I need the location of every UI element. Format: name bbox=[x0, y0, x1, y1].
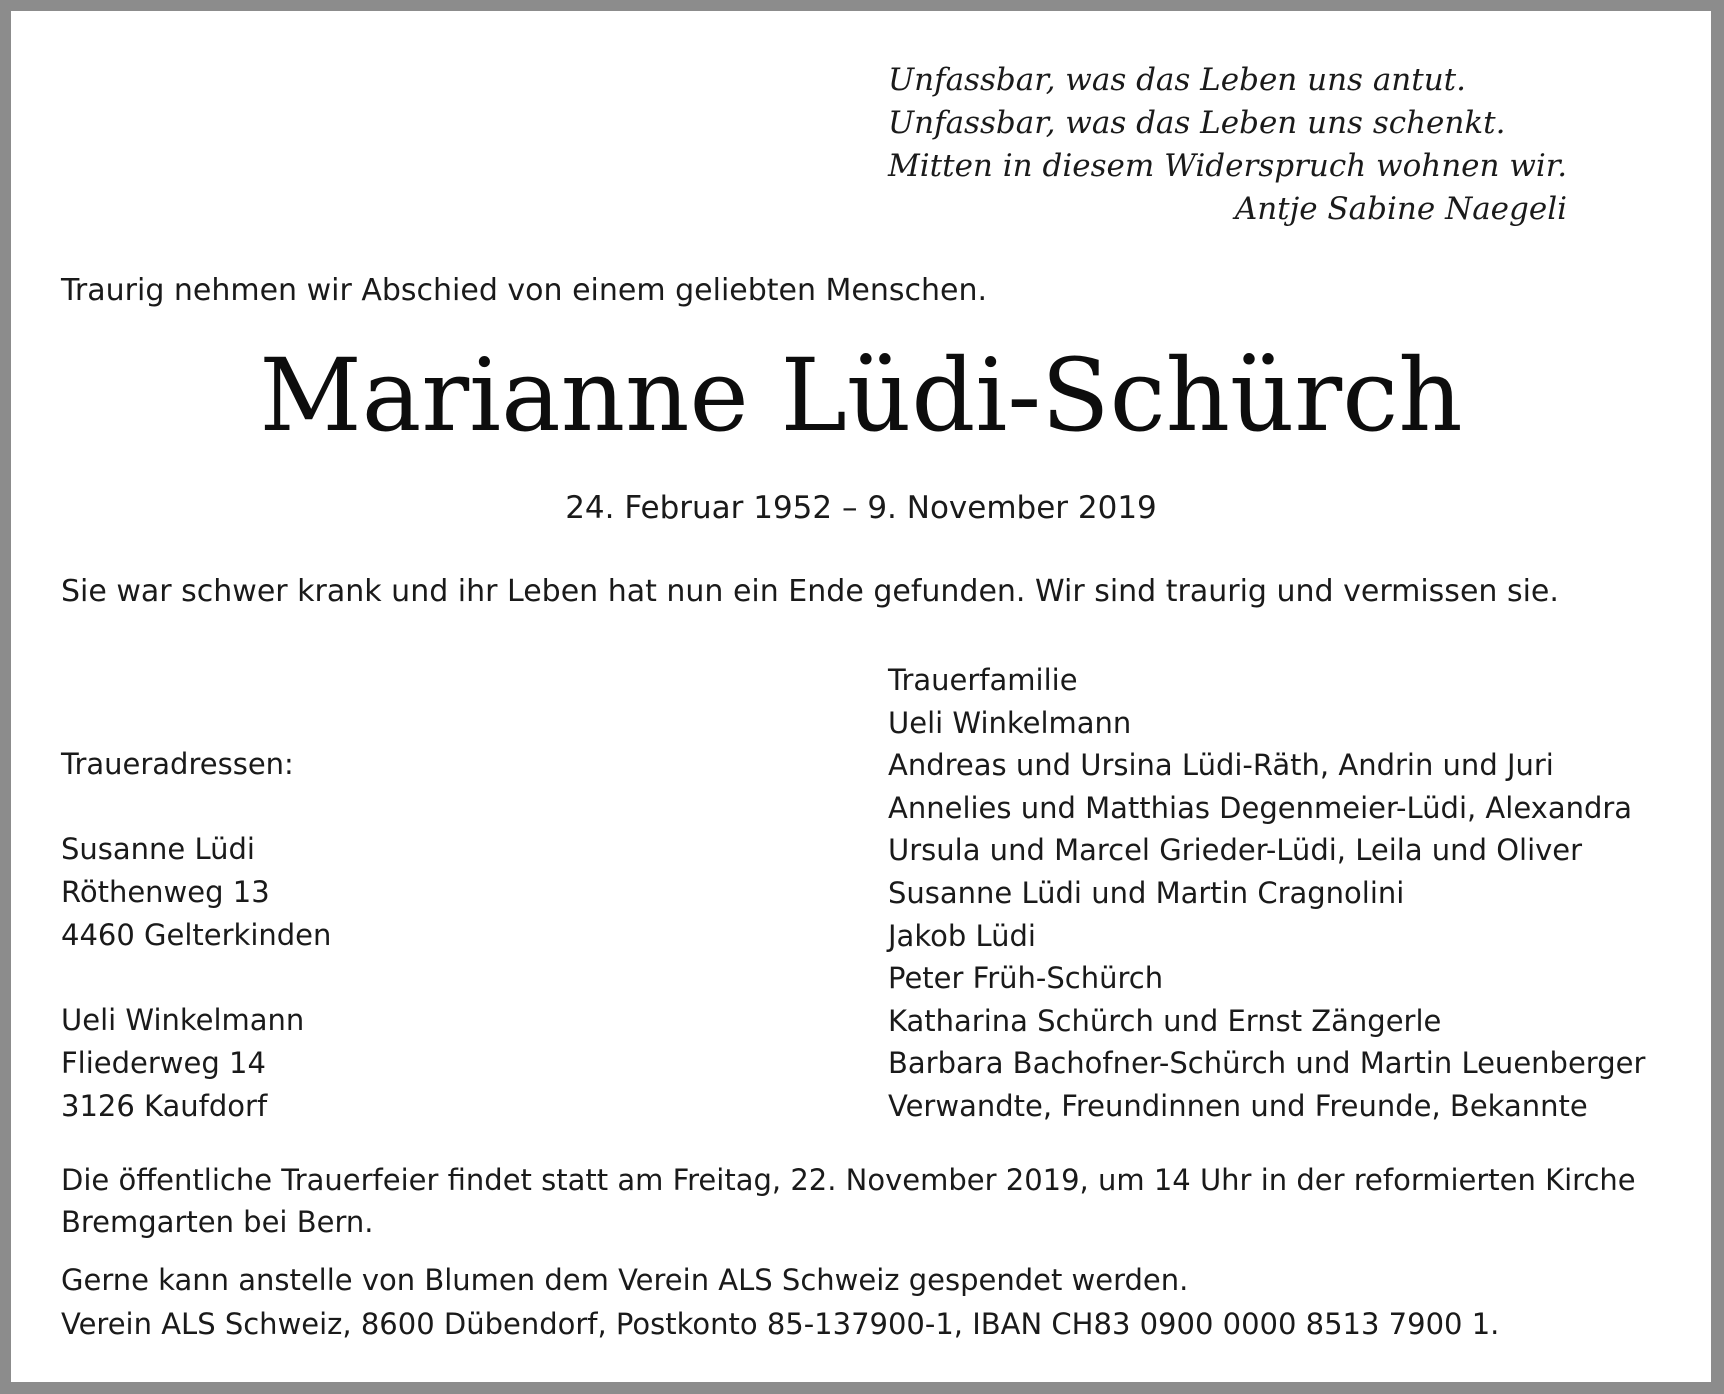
address-city: 3126 Kaufdorf bbox=[61, 1089, 268, 1123]
life-dates: 24. Februar 1952 – 9. November 2019 bbox=[565, 490, 1157, 526]
family-member: Barbara Bachofner-Schürch und Martin Leuenberger bbox=[888, 1046, 1646, 1081]
quote-author: Antje Sabine Naegeli bbox=[1234, 191, 1568, 227]
family-member: Susanne Lüdi und Martin Cragnolini bbox=[888, 875, 1405, 910]
statement-text: Sie war schwer krank und ihr Leben hat nun ein Ende gefunden. Wir sind traurig und vermissen sie. bbox=[61, 574, 1559, 609]
family-member: Andreas und Ursina Lüdi-Räth, Andrin und Juri bbox=[888, 748, 1554, 783]
quote-line: Mitten in diesem Widerspruch wohnen wir. bbox=[888, 148, 1568, 184]
family-member: Jakob Lüdi bbox=[888, 918, 1036, 953]
address-street: Fliederweg 14 bbox=[61, 1046, 266, 1080]
deceased-name: Marianne Lüdi-Schürch bbox=[259, 337, 1463, 454]
funeral-service-info bbox=[61, 1159, 1636, 1243]
quote-block bbox=[888, 59, 1567, 231]
donation-line: Verein ALS Schweiz, 8600 Dübendorf, Postkonto 85-137900-1, IBAN CH83 0900 0000 8513 7900 1. bbox=[61, 1307, 1500, 1341]
address-city: 4460 Gelterkinden bbox=[61, 918, 332, 952]
addresses-heading: Traueradressen: bbox=[61, 747, 294, 781]
family-member: Ursula und Marcel Grieder-Lüdi, Leila und Oliver bbox=[888, 833, 1583, 868]
family-member: Verwandte, Freundinnen und Freunde, Bekannte bbox=[888, 1088, 1588, 1123]
service-line: Bremgarten bei Bern. bbox=[61, 1205, 374, 1239]
mourning-family bbox=[888, 659, 1645, 1128]
service-line: Die öffentliche Trauerfeier findet statt am Freitag, 22. November 2019, um 14 Uhr in der reformierten Kirche bbox=[61, 1163, 1636, 1197]
family-member: Katharina Schürch und Ernst Zängerle bbox=[888, 1003, 1442, 1038]
donation-info bbox=[61, 1258, 1499, 1346]
quote-line: Unfassbar, was das Leben uns antut. bbox=[888, 62, 1466, 98]
mourning-addresses bbox=[61, 743, 331, 1128]
family-member: Peter Früh-Schürch bbox=[888, 961, 1164, 996]
quote-line: Unfassbar, was das Leben uns schenkt. bbox=[888, 105, 1506, 141]
address-street: Röthenweg 13 bbox=[61, 875, 270, 909]
family-member: Ueli Winkelmann bbox=[888, 705, 1132, 740]
family-member: Annelies und Matthias Degenmeier-Lüdi, Alexandra bbox=[888, 790, 1633, 825]
donation-line: Gerne kann anstelle von Blumen dem Verein ALS Schweiz gespendet werden. bbox=[61, 1263, 1189, 1297]
address-name: Susanne Lüdi bbox=[61, 832, 255, 866]
address-name: Ueli Winkelmann bbox=[61, 1003, 305, 1037]
family-heading: Trauerfamilie bbox=[888, 663, 1078, 697]
obituary-card bbox=[11, 11, 1711, 1382]
intro-text: Traurig nehmen wir Abschied von einem geliebten Menschen. bbox=[61, 273, 988, 308]
